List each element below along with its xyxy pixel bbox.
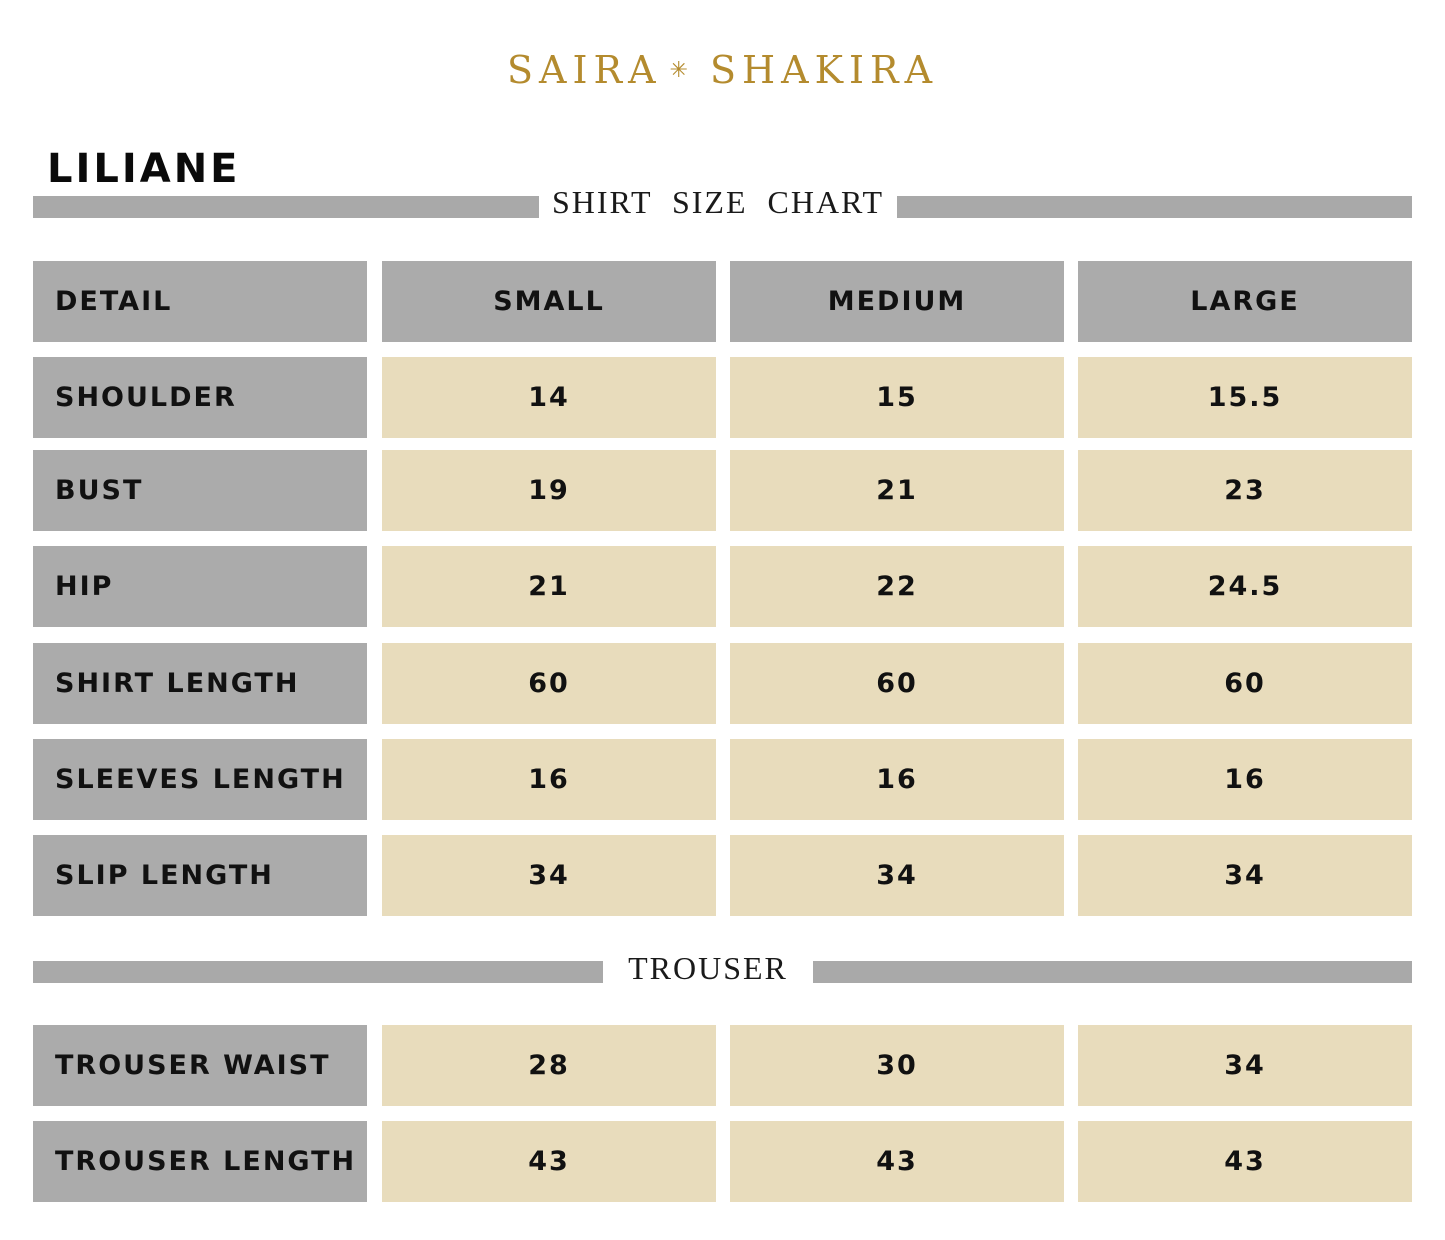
header-large: LARGE xyxy=(1078,261,1412,342)
row-label-slip-length: SLIP LENGTH xyxy=(33,835,367,916)
value-cell: 60 xyxy=(730,643,1064,724)
value-cell: 30 xyxy=(730,1025,1064,1106)
value-cell: 34 xyxy=(1078,1025,1412,1106)
header-detail: DETAIL xyxy=(33,261,367,342)
value-cell: 24.5 xyxy=(1078,546,1412,627)
value-cell: 28 xyxy=(382,1025,716,1106)
shirt-section-title: SHIRT SIZE CHART xyxy=(551,184,885,220)
header-medium: MEDIUM xyxy=(730,261,1064,342)
star-icon: ✳ xyxy=(669,58,694,83)
brand-name-right: SHAKIRA xyxy=(709,48,939,92)
value-cell: 23 xyxy=(1078,450,1412,531)
trouser-section-title: TROUSER xyxy=(628,950,788,986)
value-cell: 21 xyxy=(730,450,1064,531)
value-cell: 34 xyxy=(730,835,1064,916)
value-cell: 15.5 xyxy=(1078,357,1412,438)
value-cell: 16 xyxy=(730,739,1064,820)
row-label-shoulder: SHOULDER xyxy=(33,357,367,438)
product-title: LILIANE xyxy=(47,146,241,192)
value-cell: 19 xyxy=(382,450,716,531)
value-cell: 14 xyxy=(382,357,716,438)
section-divider-left xyxy=(33,196,539,218)
section-divider-right xyxy=(897,196,1412,218)
brand-name-left: SAIRA xyxy=(506,48,662,92)
value-cell: 60 xyxy=(382,643,716,724)
row-label-trouser-length: TROUSER LENGTH xyxy=(33,1121,367,1202)
row-label-bust: BUST xyxy=(33,450,367,531)
value-cell: 60 xyxy=(1078,643,1412,724)
value-cell: 15 xyxy=(730,357,1064,438)
value-cell: 16 xyxy=(1078,739,1412,820)
row-label-shirt-length: SHIRT LENGTH xyxy=(33,643,367,724)
section-divider-left xyxy=(33,961,603,983)
value-cell: 21 xyxy=(382,546,716,627)
value-cell: 22 xyxy=(730,546,1064,627)
row-label-trouser-waist: TROUSER WAIST xyxy=(33,1025,367,1106)
header-small: SMALL xyxy=(382,261,716,342)
row-label-hip: HIP xyxy=(33,546,367,627)
value-cell: 34 xyxy=(1078,835,1412,916)
value-cell: 43 xyxy=(382,1121,716,1202)
row-label-sleeves-length: SLEEVES LENGTH xyxy=(33,739,367,820)
value-cell: 16 xyxy=(382,739,716,820)
brand-logo xyxy=(0,48,1445,92)
section-divider-right xyxy=(813,961,1412,983)
value-cell: 34 xyxy=(382,835,716,916)
value-cell: 43 xyxy=(1078,1121,1412,1202)
value-cell: 43 xyxy=(730,1121,1064,1202)
